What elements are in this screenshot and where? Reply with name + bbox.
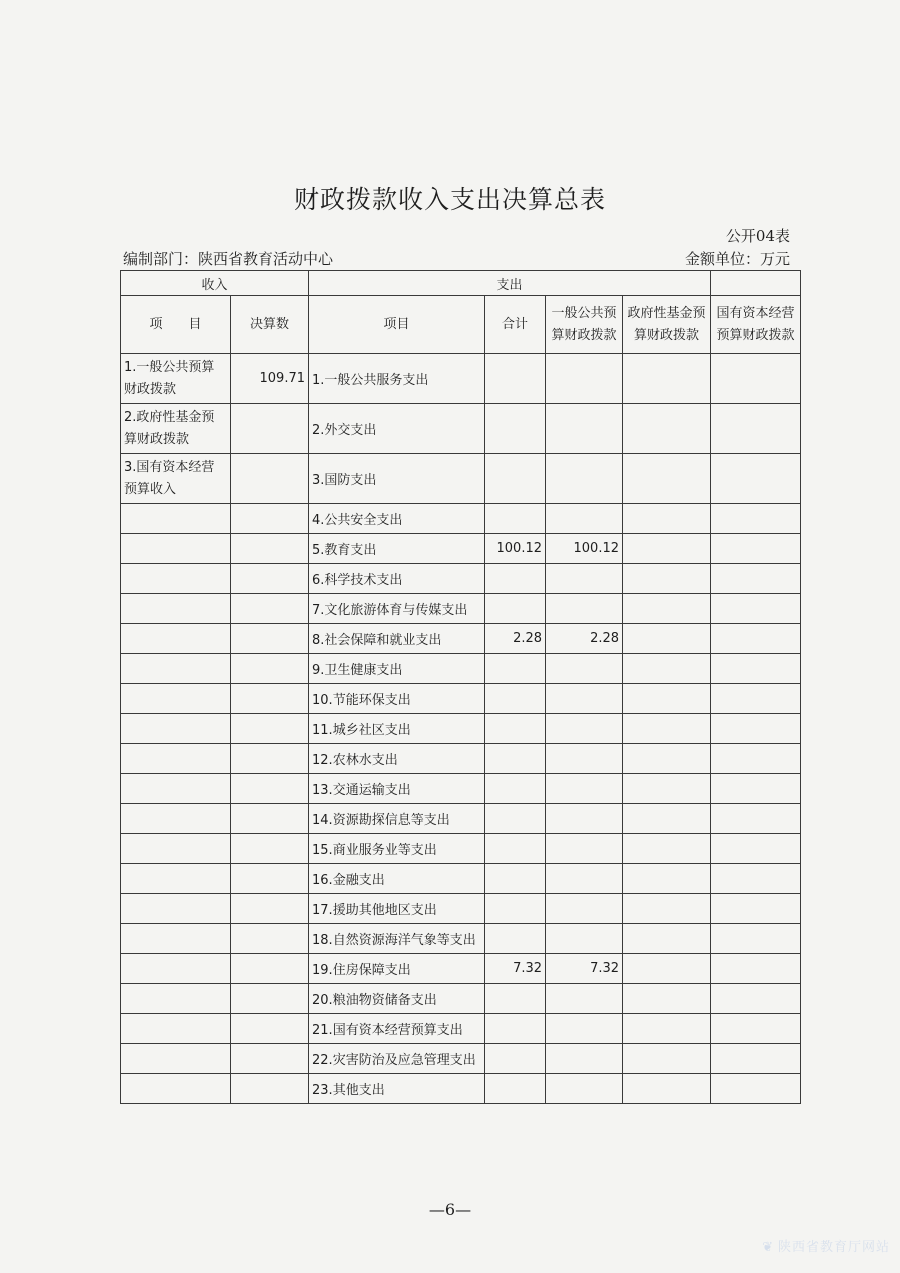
gov-fund-cell	[623, 504, 711, 534]
income-item-cell: 1.一般公共预算财政拨款	[121, 354, 231, 404]
header-state-capital: 国有资本经营预算财政拨款	[711, 296, 801, 354]
income-amount-cell	[231, 804, 309, 834]
income-item-cell	[121, 564, 231, 594]
header-income-item: 项 目	[121, 296, 231, 354]
total-cell	[485, 714, 546, 744]
state-capital-cell	[711, 1044, 801, 1074]
income-item-cell	[121, 1044, 231, 1074]
table-row	[121, 564, 801, 594]
total-cell	[485, 564, 546, 594]
income-item-cell	[121, 654, 231, 684]
state-capital-cell	[711, 454, 801, 504]
gov-fund-cell	[623, 624, 711, 654]
header-income-amount: 决算数	[231, 296, 309, 354]
state-capital-cell	[711, 804, 801, 834]
income-amount-cell	[231, 984, 309, 1014]
income-amount-cell	[231, 404, 309, 454]
state-capital-cell	[711, 1014, 801, 1044]
expense-item-cell: 7.文化旅游体育与传媒支出	[309, 594, 485, 624]
expense-item-cell: 1.一般公共服务支出	[309, 354, 485, 404]
watermark	[762, 1236, 890, 1255]
income-amount-cell	[231, 504, 309, 534]
gov-fund-cell	[623, 564, 711, 594]
header-row-1	[121, 271, 801, 296]
income-amount-cell	[231, 714, 309, 744]
expense-item-cell: 3.国防支出	[309, 454, 485, 504]
page-title: 财政拨款收入支出决算总表	[293, 185, 606, 214]
expense-item-cell: 23.其他支出	[309, 1074, 485, 1104]
department-label: 编制部门：陕西省教育活动中心	[123, 250, 334, 268]
income-amount-cell	[231, 1044, 309, 1074]
income-item-cell	[121, 534, 231, 564]
income-item-cell	[121, 864, 231, 894]
general-budget-cell	[546, 594, 623, 624]
income-item-cell	[121, 624, 231, 654]
gov-fund-cell	[623, 534, 711, 564]
expense-item-cell: 22.灾害防治及应急管理支出	[309, 1044, 485, 1074]
expense-item-cell: 5.教育支出	[309, 534, 485, 564]
income-item-cell	[121, 504, 231, 534]
income-item-cell	[121, 984, 231, 1014]
income-item-cell	[121, 714, 231, 744]
state-capital-cell	[711, 864, 801, 894]
total-cell	[485, 804, 546, 834]
expense-item-cell: 8.社会保障和就业支出	[309, 624, 485, 654]
income-amount-cell	[231, 454, 309, 504]
general-budget-cell	[546, 1014, 623, 1044]
gov-fund-cell	[623, 984, 711, 1014]
income-item-cell	[121, 1074, 231, 1104]
total-cell	[485, 454, 546, 504]
table-row	[121, 654, 801, 684]
state-capital-cell	[711, 774, 801, 804]
general-budget-cell	[546, 1074, 623, 1104]
header-gov-fund: 政府性基金预算财政拨款	[623, 296, 711, 354]
expense-item-cell: 14.资源勘探信息等支出	[309, 804, 485, 834]
gov-fund-cell	[623, 714, 711, 744]
state-capital-cell	[711, 714, 801, 744]
total-cell	[485, 354, 546, 404]
income-amount-cell	[231, 684, 309, 714]
total-cell: 7.32	[485, 954, 546, 984]
table-row	[121, 624, 801, 654]
income-item-cell	[121, 954, 231, 984]
form-code: 公开04表	[725, 227, 790, 245]
income-item-cell	[121, 684, 231, 714]
page-number: —6—	[428, 1200, 472, 1219]
income-item-cell	[121, 594, 231, 624]
state-capital-cell	[711, 834, 801, 864]
income-amount-cell	[231, 834, 309, 864]
expense-item-cell: 2.外交支出	[309, 404, 485, 454]
total-cell	[485, 744, 546, 774]
table-row	[121, 834, 801, 864]
income-amount-cell: 109.71	[231, 354, 309, 404]
gov-fund-cell	[623, 1014, 711, 1044]
total-cell	[485, 984, 546, 1014]
state-capital-cell	[711, 564, 801, 594]
state-capital-cell	[711, 684, 801, 714]
general-budget-cell	[546, 744, 623, 774]
expense-item-cell: 13.交通运输支出	[309, 774, 485, 804]
watermark-text: 陕西省教育厅网站	[777, 1240, 890, 1255]
header-expense-item: 项目	[309, 296, 485, 354]
gov-fund-cell	[623, 354, 711, 404]
state-capital-cell	[711, 594, 801, 624]
gov-fund-cell	[623, 834, 711, 864]
state-capital-cell	[711, 954, 801, 984]
total-cell: 100.12	[485, 534, 546, 564]
total-cell	[485, 864, 546, 894]
table-row	[121, 804, 801, 834]
general-budget-cell	[546, 564, 623, 594]
table-row	[121, 774, 801, 804]
general-budget-cell	[546, 774, 623, 804]
gov-fund-cell	[623, 954, 711, 984]
state-capital-cell	[711, 894, 801, 924]
income-item-cell	[121, 1014, 231, 1044]
expense-item-cell: 17.援助其他地区支出	[309, 894, 485, 924]
table-row	[121, 1044, 801, 1074]
unit-label: 金额单位：万元	[684, 250, 790, 268]
gov-fund-cell	[623, 774, 711, 804]
general-budget-cell	[546, 404, 623, 454]
income-amount-cell	[231, 1014, 309, 1044]
state-capital-cell	[711, 534, 801, 564]
expense-item-cell: 19.住房保障支出	[309, 954, 485, 984]
table-row	[121, 984, 801, 1014]
expense-item-cell: 4.公共安全支出	[309, 504, 485, 534]
income-amount-cell	[231, 774, 309, 804]
total-cell: 2.28	[485, 624, 546, 654]
total-cell	[485, 894, 546, 924]
gov-fund-cell	[623, 594, 711, 624]
income-item-cell: 3.国有资本经营预算收入	[121, 454, 231, 504]
income-amount-cell	[231, 564, 309, 594]
table-row	[121, 534, 801, 564]
general-budget-cell	[546, 804, 623, 834]
leaf-logo-icon: ❦	[762, 1240, 774, 1255]
gov-fund-cell	[623, 454, 711, 504]
gov-fund-cell	[623, 654, 711, 684]
general-budget-cell	[546, 894, 623, 924]
state-capital-cell	[711, 924, 801, 954]
state-capital-cell	[711, 504, 801, 534]
gov-fund-cell	[623, 1074, 711, 1104]
total-cell	[485, 774, 546, 804]
table-row	[121, 894, 801, 924]
income-item-cell	[121, 834, 231, 864]
table-row	[121, 954, 801, 984]
income-amount-cell	[231, 864, 309, 894]
gov-fund-cell	[623, 744, 711, 774]
gov-fund-cell	[623, 1044, 711, 1074]
general-budget-cell	[546, 1044, 623, 1074]
general-budget-cell	[546, 984, 623, 1014]
gov-fund-cell	[623, 924, 711, 954]
state-capital-cell	[711, 744, 801, 774]
state-capital-cell	[711, 624, 801, 654]
income-item-cell	[121, 804, 231, 834]
total-cell	[485, 504, 546, 534]
total-cell	[485, 1044, 546, 1074]
table-row	[121, 594, 801, 624]
gov-fund-cell	[623, 894, 711, 924]
state-capital-cell	[711, 654, 801, 684]
total-cell	[485, 404, 546, 454]
gov-fund-cell	[623, 804, 711, 834]
general-budget-cell	[546, 684, 623, 714]
expense-item-cell: 21.国有资本经营预算支出	[309, 1014, 485, 1044]
income-item-cell	[121, 894, 231, 924]
table-row	[121, 684, 801, 714]
header-expense: 支出	[309, 271, 711, 296]
general-budget-cell	[546, 654, 623, 684]
general-budget-cell: 100.12	[546, 534, 623, 564]
total-cell	[485, 834, 546, 864]
expense-item-cell: 9.卫生健康支出	[309, 654, 485, 684]
expense-item-cell: 18.自然资源海洋气象等支出	[309, 924, 485, 954]
total-cell	[485, 684, 546, 714]
total-cell	[485, 1014, 546, 1044]
expense-item-cell: 10.节能环保支出	[309, 684, 485, 714]
expense-item-cell: 11.城乡社区支出	[309, 714, 485, 744]
income-amount-cell	[231, 924, 309, 954]
table-row	[121, 1014, 801, 1044]
total-cell	[485, 594, 546, 624]
state-capital-cell	[711, 354, 801, 404]
table-row	[121, 744, 801, 774]
header-blank	[711, 271, 801, 296]
general-budget-cell: 7.32	[546, 954, 623, 984]
header-row-2	[121, 296, 801, 354]
gov-fund-cell	[623, 864, 711, 894]
header-total: 合计	[485, 296, 546, 354]
gov-fund-cell	[623, 684, 711, 714]
total-cell	[485, 654, 546, 684]
income-amount-cell	[231, 654, 309, 684]
table-row	[121, 354, 801, 404]
income-item-cell: 2.政府性基金预算财政拨款	[121, 404, 231, 454]
table-row	[121, 924, 801, 954]
income-amount-cell	[231, 594, 309, 624]
table-row	[121, 714, 801, 744]
table-row	[121, 864, 801, 894]
table-row	[121, 1074, 801, 1104]
income-amount-cell	[231, 1074, 309, 1104]
income-amount-cell	[231, 744, 309, 774]
total-cell	[485, 1074, 546, 1104]
income-amount-cell	[231, 894, 309, 924]
income-item-cell	[121, 744, 231, 774]
general-budget-cell	[546, 354, 623, 404]
general-budget-cell	[546, 864, 623, 894]
income-amount-cell	[231, 534, 309, 564]
expense-item-cell: 16.金融支出	[309, 864, 485, 894]
state-capital-cell	[711, 404, 801, 454]
income-amount-cell	[231, 624, 309, 654]
general-budget-cell	[546, 834, 623, 864]
expense-item-cell: 15.商业服务业等支出	[309, 834, 485, 864]
income-amount-cell	[231, 954, 309, 984]
expense-item-cell: 12.农林水支出	[309, 744, 485, 774]
expense-item-cell: 20.粮油物资储备支出	[309, 984, 485, 1014]
income-item-cell	[121, 924, 231, 954]
state-capital-cell	[711, 1074, 801, 1104]
income-item-cell	[121, 774, 231, 804]
header-income: 收入	[121, 271, 309, 296]
table-row	[121, 504, 801, 534]
general-budget-cell	[546, 504, 623, 534]
general-budget-cell: 2.28	[546, 624, 623, 654]
header-general-budget: 一般公共预算财政拨款	[546, 296, 623, 354]
table-row	[121, 404, 801, 454]
budget-table	[120, 270, 801, 1104]
table-row	[121, 454, 801, 504]
expense-item-cell: 6.科学技术支出	[309, 564, 485, 594]
general-budget-cell	[546, 924, 623, 954]
general-budget-cell	[546, 454, 623, 504]
total-cell	[485, 924, 546, 954]
gov-fund-cell	[623, 404, 711, 454]
state-capital-cell	[711, 984, 801, 1014]
general-budget-cell	[546, 714, 623, 744]
